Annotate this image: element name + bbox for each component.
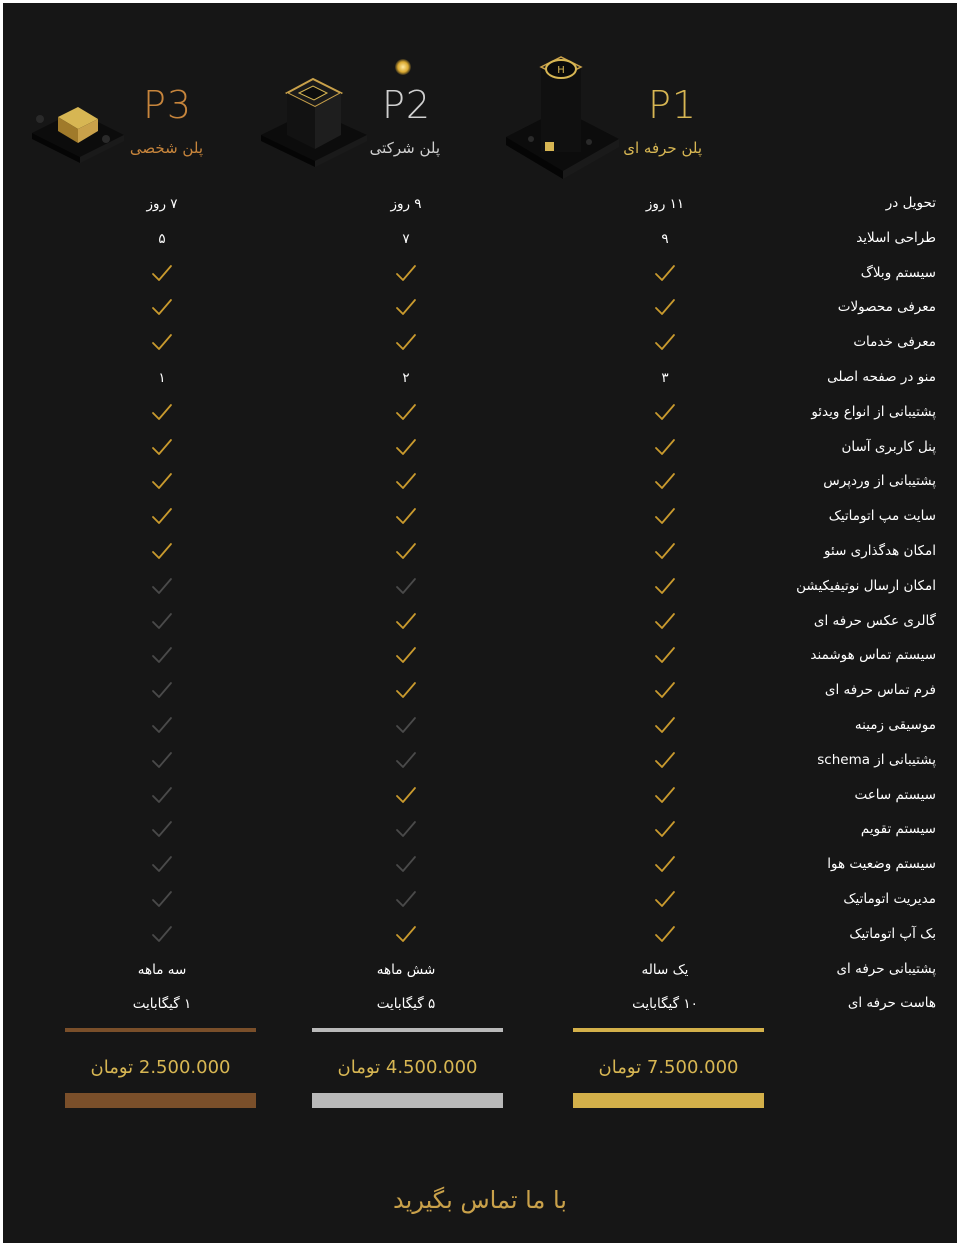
check-icon [635,465,695,499]
feature-label: پشتیبانی از وردپرس [823,473,936,490]
feature-row [3,500,957,534]
feature-label: پشتیبانی از انواع ویدئو [811,403,936,420]
plan-p2-top-bar [312,1028,503,1032]
feature-value-p2: ۷ [402,230,410,247]
check-icon [376,674,436,708]
feature-label: امکان ارسال نوتیفیکیشن [796,577,936,594]
check-icon [376,639,436,673]
feature-label: موسیقی زمینه [854,717,936,733]
check-disabled-icon [132,848,192,882]
feature-row [3,326,957,360]
feature-label: بک آپ اتوماتیک [849,925,936,942]
plan-code: P2 [382,83,432,127]
feature-row [3,674,957,708]
plan-p2-price: 4.500.000 تومان [337,1057,478,1078]
feature-row [3,987,957,1021]
feature-value-p2: ۹ روز [390,196,422,212]
plan-header-p3[interactable] [23,43,263,193]
check-icon [132,396,192,430]
check-disabled-icon [376,709,436,743]
feature-label: سیستم تماس هوشمند [810,647,936,664]
plan-header-p1[interactable] [493,43,733,193]
check-icon [132,326,192,360]
check-icon [376,605,436,639]
check-icon [376,431,436,465]
plan-p1-top-bar [573,1028,764,1032]
feature-row [3,605,957,639]
feature-value-p1: ۹ [661,230,669,247]
check-disabled-icon [132,570,192,604]
check-disabled-icon [376,570,436,604]
feature-row [3,257,957,291]
feature-label: تحویل در [885,195,936,211]
feature-label: سیستم ساعت [854,786,936,803]
feature-value-p1: ۳ [661,370,669,386]
office-building-icon [257,65,372,175]
check-icon [635,570,695,604]
house-icon [28,83,128,173]
feature-row [3,535,957,569]
plan-p3-price: 2.500.000 تومان [90,1057,231,1078]
glow-light [395,59,411,75]
check-disabled-icon [132,918,192,952]
plan-code: P3 [143,83,193,127]
check-icon [376,465,436,499]
feature-row [3,465,957,499]
check-icon [635,779,695,813]
check-icon [132,535,192,569]
feature-label: معرفی محصولات [837,299,936,316]
check-icon [635,326,695,360]
feature-value-p3: ۱ [158,370,166,386]
feature-value-p2: ۵ گیگابایت [376,996,436,1013]
check-icon [635,813,695,847]
feature-row [3,361,957,395]
feature-label: پنل کاربری آسان [841,438,936,455]
check-icon [132,465,192,499]
feature-row [3,918,957,952]
plan-code: P1 [648,83,698,127]
plan-header-p2[interactable] [255,43,495,193]
feature-label: سیستم تقویم [860,821,936,838]
feature-value-p3: ۷ روز [146,196,178,212]
check-icon [635,674,695,708]
svg-text:H: H [557,65,565,76]
check-icon [376,918,436,952]
tower-building-icon [501,47,631,187]
feature-label: پشتیبانی حرفه ای [836,960,936,977]
feature-row [3,883,957,917]
check-icon [376,396,436,430]
check-disabled-icon [132,744,192,778]
feature-label: فرم تماس حرفه ای [824,682,936,699]
feature-row [3,187,957,221]
check-disabled-icon [132,605,192,639]
feature-row [3,744,957,778]
plan-name: پلن شرکتی [369,139,440,157]
check-disabled-icon [132,813,192,847]
check-disabled-icon [376,744,436,778]
check-disabled-icon [376,883,436,917]
feature-value-p1: یک ساله [641,961,689,978]
feature-label: طراحی اسلاید [856,229,936,246]
check-icon [376,779,436,813]
check-icon [635,500,695,534]
pricing-panel [3,3,957,1243]
feature-label: پشتیبانی از schema [817,751,936,768]
check-icon [376,326,436,360]
check-disabled-icon [132,674,192,708]
feature-value-p3: سه ماهه [137,961,187,978]
check-icon [376,500,436,534]
feature-label: سیستم وضعیت هوا [827,856,936,873]
check-icon [132,291,192,325]
check-icon [635,396,695,430]
feature-value-p3: ۵ [158,230,166,247]
check-icon [635,744,695,778]
check-icon [635,605,695,639]
feature-value-p3: ۱ گیگابایت [132,996,192,1013]
feature-row [3,848,957,882]
feature-label: گالری عکس حرفه ای [813,612,936,629]
feature-row [3,779,957,813]
check-icon [376,257,436,291]
check-disabled-icon [132,639,192,673]
plan-name: پلن شخصی [129,139,203,157]
check-icon [132,500,192,534]
feature-row [3,222,957,256]
feature-row [3,396,957,430]
feature-label: هاست حرفه ای [847,995,936,1012]
feature-row [3,953,957,987]
check-icon [635,918,695,952]
feature-value-p1: ۱۱ روز [645,196,685,212]
feature-row [3,431,957,465]
check-icon [132,431,192,465]
feature-row [3,639,957,673]
check-icon [635,535,695,569]
feature-row [3,813,957,847]
feature-row [3,570,957,604]
plan-p3-top-bar [65,1028,256,1032]
feature-value-p2: ۲ [402,370,410,386]
check-disabled-icon [132,883,192,917]
check-icon [635,709,695,743]
plan-p1-price: 7.500.000 تومان [598,1057,739,1078]
feature-row [3,291,957,325]
check-icon [635,848,695,882]
check-icon [635,639,695,673]
check-icon [635,291,695,325]
plan-name: پلن حرفه ای [623,139,702,157]
check-icon [376,291,436,325]
check-disabled-icon [132,709,192,743]
contact-us-link[interactable]: با ما تماس بگیرید [393,1186,567,1214]
plan-p1-buy-button[interactable] [573,1093,764,1108]
feature-row [3,709,957,743]
plan-p3-buy-button[interactable] [65,1093,256,1108]
check-disabled-icon [376,848,436,882]
check-icon [635,257,695,291]
feature-label: سایت مپ اتوماتیک [828,508,936,525]
feature-value-p2: شش ماهه [376,961,436,978]
check-icon [635,431,695,465]
check-icon [376,535,436,569]
check-icon [635,883,695,917]
check-disabled-icon [376,813,436,847]
check-icon [132,257,192,291]
check-disabled-icon [132,779,192,813]
feature-label: منو در صفحه اصلی [827,369,936,385]
feature-value-p1: ۱۰ گیگابایت [632,996,698,1013]
feature-label: امکان هدگذاری سئو [824,543,936,559]
plan-p2-buy-button[interactable] [312,1093,503,1108]
feature-label: مدیریت اتوماتیک [843,891,936,907]
feature-label: معرفی خدمات [853,334,936,351]
feature-label: سیستم وبلاگ [860,264,936,281]
